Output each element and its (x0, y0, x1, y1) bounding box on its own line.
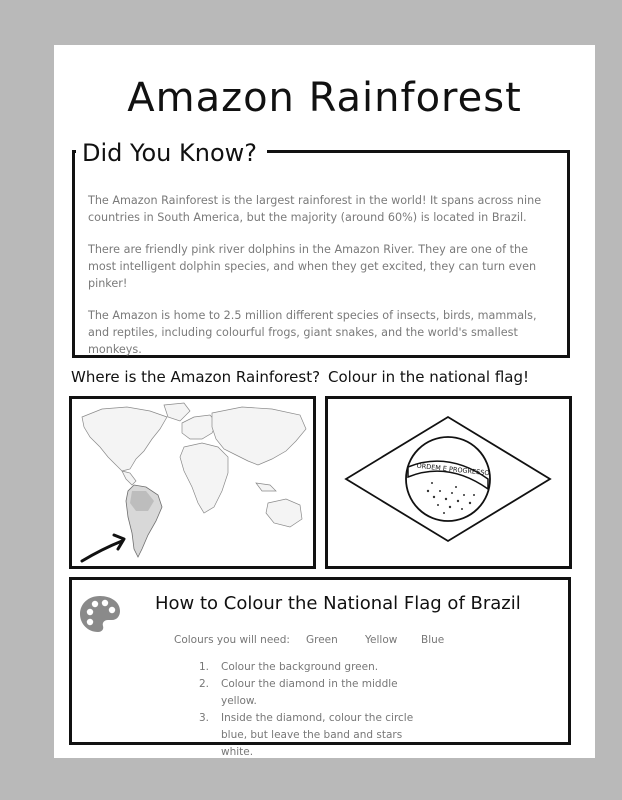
australia (266, 499, 302, 527)
step-number: 1. (199, 661, 210, 673)
step-number: 2. (199, 678, 210, 690)
flag-band-text: ORDEM E PROGRESSO (416, 461, 490, 478)
colour-blue: Blue (421, 634, 445, 646)
flag-circle (406, 437, 490, 521)
flag-panel (325, 396, 572, 569)
instruction-steps (199, 659, 421, 761)
flag-diamond (346, 417, 550, 541)
fact-paragraph: The Amazon is home to 2.5 million different species of insects, birds, mammals, and reptiles, including colourful frogs, giant snakes, and the world's smallest monkeys. (88, 309, 537, 356)
map-section-label: Where is the Amazon Rainforest? (71, 368, 321, 386)
greenland (164, 403, 190, 421)
instructions-title: How to Colour the National Flag of Brazil (155, 593, 521, 614)
step-number: 3. (199, 712, 210, 724)
world-map-panel (69, 396, 316, 569)
instruction-step (199, 710, 421, 761)
central-america (122, 471, 136, 485)
step-text: Colour the background green. (221, 661, 379, 673)
did-you-know-text (88, 192, 558, 373)
north-america (82, 407, 167, 471)
step-text: Colour the diamond in the middle yellow. (221, 678, 398, 707)
colours-needed-label: Colours you will need: (174, 634, 290, 646)
fact-paragraph: There are friendly pink river dolphins in the Amazon River. They are one of the most intelligent dolphin species, and when they get excited, they can turn even pinker! (88, 243, 537, 290)
africa (180, 443, 228, 513)
flag-stars (427, 482, 475, 514)
flag-section-label: Colour in the national flag! (328, 368, 529, 386)
fact-paragraph: The Amazon Rainforest is the largest rainforest in the world! It spans across nine countries in South America, but the majority (around 60%) is located in Brazil. (88, 194, 542, 224)
arrow-icon (82, 535, 124, 561)
colour-yellow: Yellow (365, 634, 398, 646)
instruction-step (199, 659, 421, 676)
colour-green: Green (306, 634, 338, 646)
worksheet-page (54, 45, 595, 758)
world-map (72, 399, 313, 566)
brazil-flag-outline (328, 399, 569, 566)
page-title: Amazon Rainforest (127, 75, 522, 121)
step-text: Inside the diamond, colour the circle blue, but leave the band and stars white. (221, 712, 414, 758)
did-you-know-heading: Did You Know? (76, 139, 267, 167)
islands (256, 483, 276, 491)
instruction-step (199, 676, 421, 710)
palette-icon (78, 594, 122, 638)
